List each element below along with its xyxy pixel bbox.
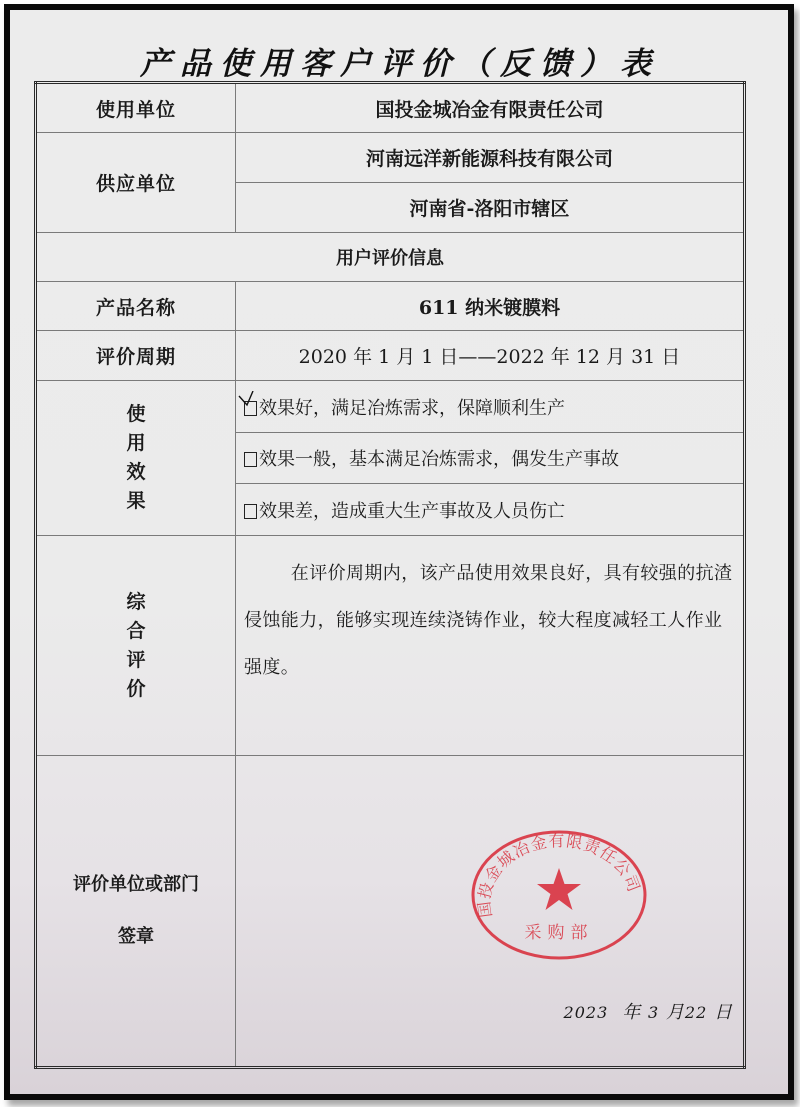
usage-effect-option-poor[interactable] [236, 484, 745, 536]
overall-evaluation-label-char: 综 [126, 590, 146, 613]
date-month: 3 [647, 1003, 660, 1022]
checkbox-unchecked[interactable] [244, 504, 257, 519]
supplier-name-value: 河南远洋新能源科技有限公司 [236, 133, 745, 183]
evaluation-period-value: 2020 年 1 月 1 日——2022 年 12 月 31 日 [236, 331, 745, 381]
user-unit-label: 使用单位 [36, 83, 236, 133]
section-header-user-evaluation: 用户评价信息 [36, 233, 745, 282]
overall-evaluation-label [36, 536, 236, 756]
usage-effect-label [36, 381, 236, 536]
signature-label [36, 756, 236, 1068]
signature-label-line2: 签章 [118, 926, 154, 947]
product-name-value: 611 纳米镀膜料 [236, 282, 745, 331]
option-text: 效果差，造成重大生产事故及人员伤亡 [259, 500, 565, 522]
signature-label-line1: 评价单位或部门 [73, 874, 199, 895]
overall-evaluation-label-char: 评 [126, 648, 146, 671]
user-unit-value: 国投金城冶金有限责任公司 [236, 83, 745, 133]
checkbox-unchecked[interactable] [244, 452, 257, 467]
date-day: 22 [684, 1003, 708, 1022]
usage-effect-label-char: 效 [126, 461, 146, 483]
signature-area [236, 756, 745, 1068]
row-user-unit [36, 83, 745, 133]
date-month-unit: 月 [665, 1002, 685, 1023]
evaluation-form-table [34, 81, 746, 1069]
row-section-header [36, 233, 745, 282]
checkbox-checked[interactable] [244, 401, 257, 416]
row-supplier-name [36, 133, 745, 183]
date-year: 2023 [563, 1003, 609, 1022]
row-signature [36, 756, 745, 1068]
option-text: 效果好，满足冶炼需求，保障顺利生产 [259, 397, 565, 419]
supplier-label: 供应单位 [36, 133, 236, 233]
svg-text:采购部: 采购部 [524, 923, 594, 943]
row-evaluation-period [36, 331, 745, 381]
svg-text:国投金城冶金有限责任公司: 国投金城冶金有限责任公司 [474, 831, 644, 919]
usage-effect-option-average[interactable] [236, 433, 745, 484]
usage-effect-label-char: 使 [126, 403, 146, 425]
overall-evaluation-text: 在评价周期内，该产品使用效果良好，具有较强的抗渣侵蚀能力，能够实现连续浇铸作业，较大程度减轻工人作业强度。 [236, 536, 745, 756]
usage-effect-label-char: 果 [126, 490, 146, 512]
usage-effect-label-char: 用 [126, 432, 146, 454]
overall-evaluation-label-char: 价 [126, 677, 146, 700]
evaluation-period-label: 评价周期 [36, 331, 236, 381]
checkmark-icon [238, 391, 260, 413]
signature-date [564, 998, 733, 1024]
product-name-label: 产品名称 [36, 282, 236, 331]
date-year-unit: 年 [622, 1002, 642, 1023]
usage-effect-option-good[interactable] [236, 381, 745, 433]
option-text: 效果一般，基本满足冶炼需求，偶发生产事故 [259, 449, 619, 470]
row-usage-effect-option-1 [36, 381, 745, 433]
row-product-name [36, 282, 745, 331]
row-overall-evaluation [36, 536, 745, 756]
supplier-address-value: 河南省-洛阳市辖区 [236, 183, 745, 233]
document-title: 产品使用客户评价（反馈）表 [140, 46, 660, 82]
official-stamp-icon [468, 826, 650, 964]
date-day-unit: 日 [714, 1002, 733, 1023]
overall-evaluation-label-char: 合 [126, 619, 146, 642]
